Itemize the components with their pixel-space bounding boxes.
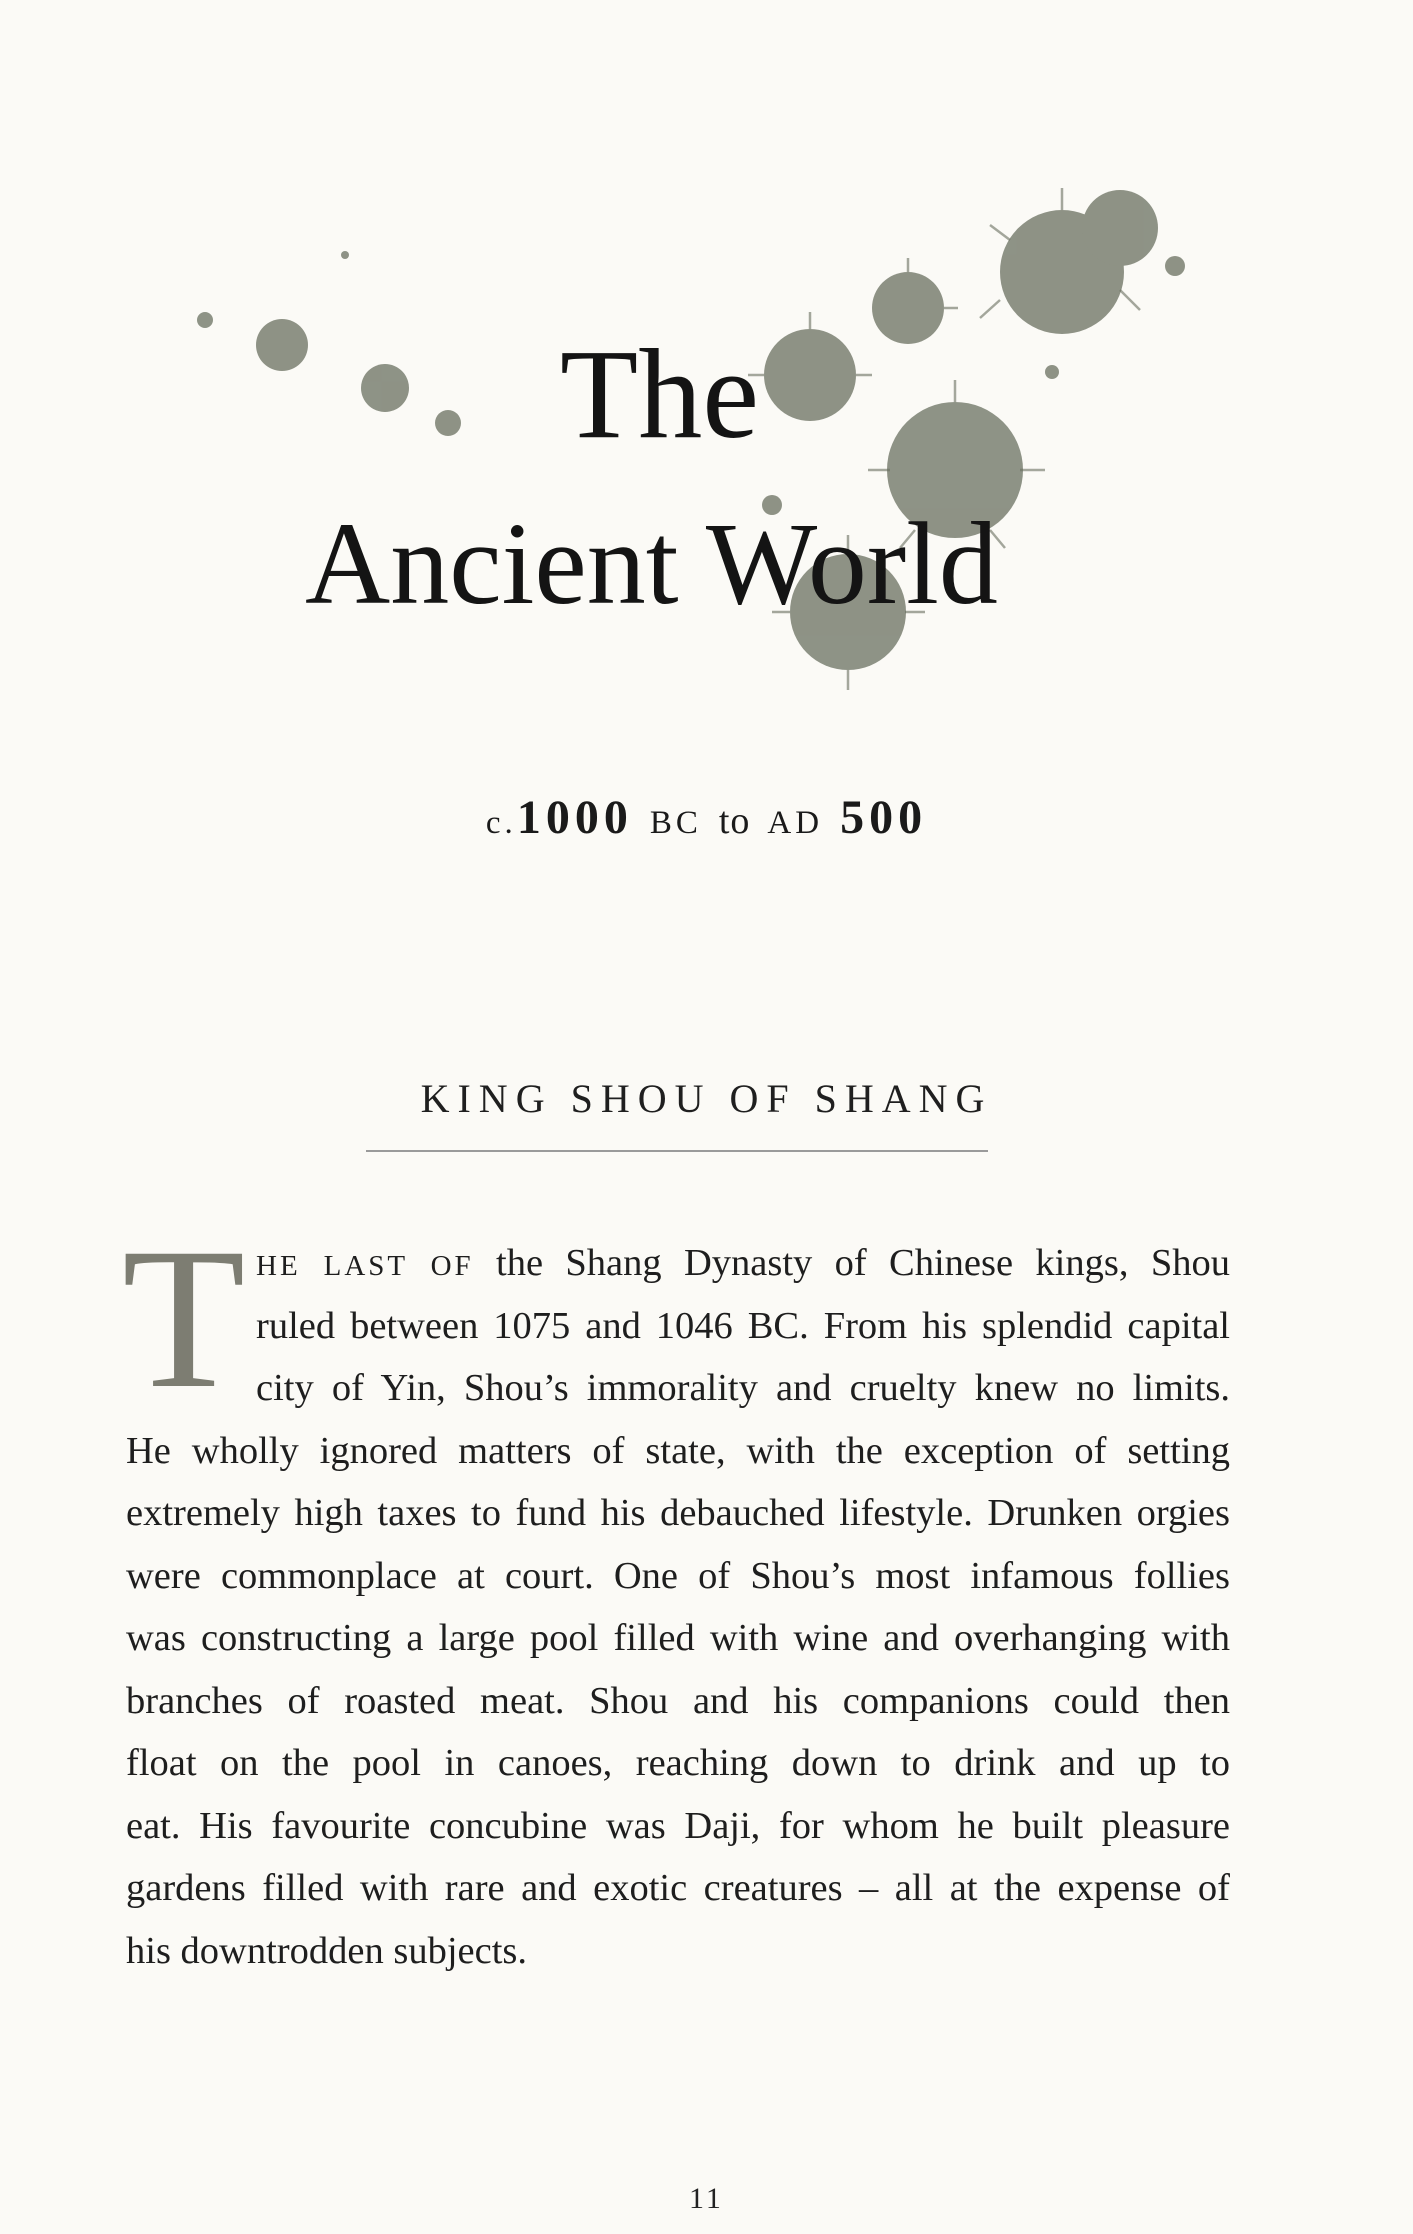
paragraph-line: his downtrodden subjects. <box>126 1929 527 1972</box>
period-prefix: c. <box>485 805 517 841</box>
paragraph-line: extremely high taxes to fund his debauched lifestyle. Drunken orgies <box>126 1492 1230 1534</box>
paragraph-line: city of Yin, Shou’s immorality and cruelty knew no limits. <box>256 1367 1230 1409</box>
chapter-period <box>0 790 1413 845</box>
paragraph-line: gardens filled with rare and exotic creatures – all at the expense of <box>126 1867 1230 1909</box>
paragraph-line: eat. His favourite concubine was Daji, for whom he built pleasure <box>126 1804 1230 1847</box>
period-end-era: AD <box>767 805 824 841</box>
paragraph-line: ruled between 1075 and 1046 BC. From his splendid capital <box>256 1304 1230 1347</box>
period-end-year: 500 <box>840 791 928 844</box>
section-heading: KING SHOU OF SHANG <box>420 1076 993 1121</box>
lead-in-small-caps: HE LAST OF <box>256 1250 474 1282</box>
period-start-era: BC <box>649 805 702 841</box>
period-connector: to <box>718 800 751 842</box>
chapter-title-line-2: Ancient World <box>305 498 998 629</box>
paragraph-line: was constructing a large pool filled with wine and overhanging with <box>126 1617 1230 1659</box>
paragraph-line: were commonplace at court. One of Shou’s most infamous follies <box>126 1554 1230 1597</box>
paragraph-line: float on the pool in canoes, reaching down to drink and up to <box>126 1742 1230 1784</box>
heading-rule <box>366 1150 988 1152</box>
paragraph-line: branches of roasted meat. Shou and his companions could then <box>126 1679 1230 1722</box>
paragraph-line <box>126 1232 1230 1295</box>
line-text: the Shang Dynasty of Chinese kings, Shou <box>473 1242 1230 1284</box>
body-paragraph <box>126 1232 1230 1982</box>
page-number: 11 <box>689 2182 724 2215</box>
period-start-year: 1000 <box>516 791 633 844</box>
paragraph-line: He wholly ignored matters of state, with the exception of setting <box>126 1429 1230 1472</box>
chapter-title-line-1: The <box>560 323 759 465</box>
drop-cap: T <box>122 1206 246 1430</box>
